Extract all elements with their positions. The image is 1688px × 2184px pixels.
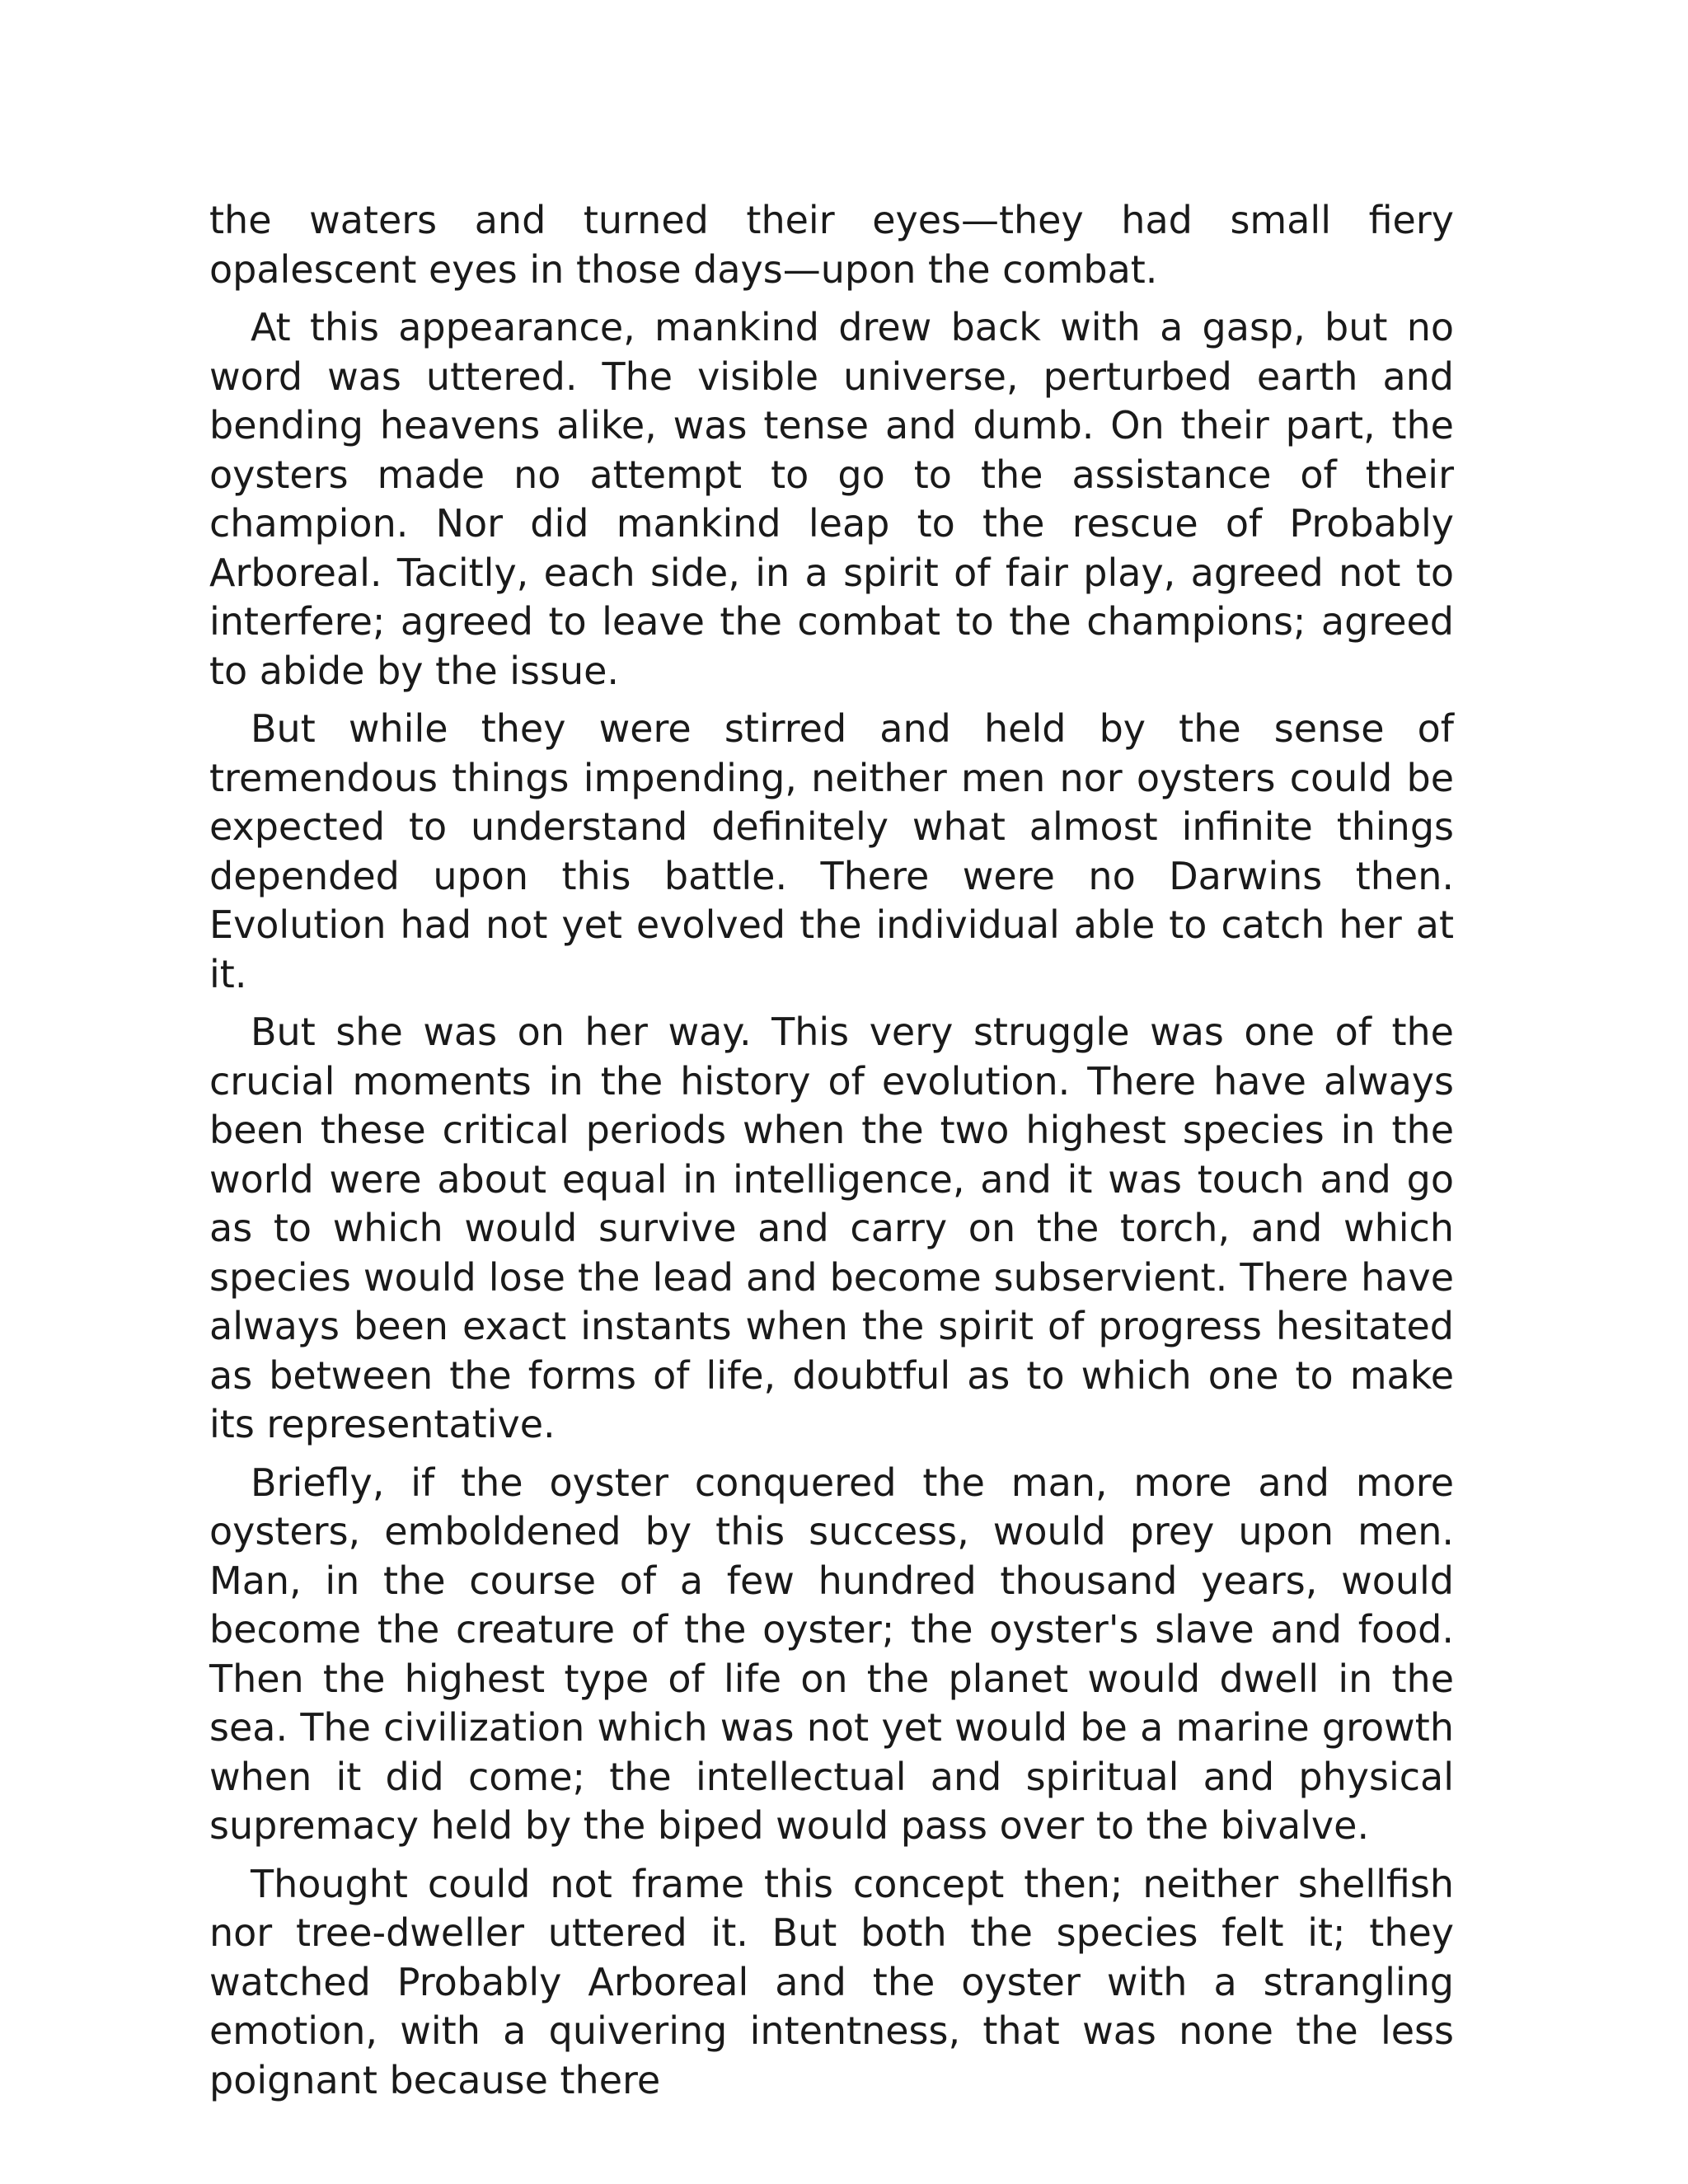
- paragraph-continued: the waters and turned their eyes—they had small fiery opalescent eyes in those days—upon the combat.: [209, 198, 1454, 292]
- paragraph: At this appearance, mankind drew back with a gasp, but no word was uttered. The visible universe, perturbed earth and bending heavens alike, was tense and dumb. On their part, the oysters made no attempt to go to the assistance of their champion. Nor did mankind leap to the rescue of Probably Arboreal. Tacitly, each side, in a spirit of fair play, agreed not to interfere; agreed to leave the combat to the champions; agreed to abide by the issue.: [209, 305, 1454, 693]
- paragraph: Briefly, if the oyster conquered the man, more and more oysters, emboldened by this success, would prey upon men. Man, in the course of a few hundred thousand years, would become the creature of the oyster; the oyster's slave and food. Then the highest type of life on the planet would dwell in the sea. The civilization which was not yet would be a marine growth when it did come; the intellectual and spiritual and physical supremacy held by the biped would pass over to the bivalve.: [209, 1460, 1454, 1848]
- paragraph: But while they were stirred and held by the sense of tremendous things impending, neither men nor oysters could be expected to understand definitely what almost infinite things depended upon this battle. There were no Darwins then. Evolution had not yet evolved the individual able to catch her at it.: [209, 706, 1454, 996]
- body-text: [209, 196, 1454, 2114]
- paragraph: But she was on her way. This very struggle was one of the crucial moments in the history of evolution. There have always been these critical periods when the two highest species in the world were about equal in intelligence, and it was touch and go as to which would survive and carry on the torch, and which species would lose the lead and become subservient. There have always been exact instants when the spirit of progress hesitated as between the forms of life, doubtful as to which one to make its representative.: [209, 1010, 1454, 1446]
- paragraph: Thought could not frame this concept then; neither shellfish nor tree-dweller uttered it. But both the species felt it; they watched Probably Arboreal and the oyster with a strangling emotion, with a quivering intentness, that was none the less poignant because there: [209, 1861, 1454, 2102]
